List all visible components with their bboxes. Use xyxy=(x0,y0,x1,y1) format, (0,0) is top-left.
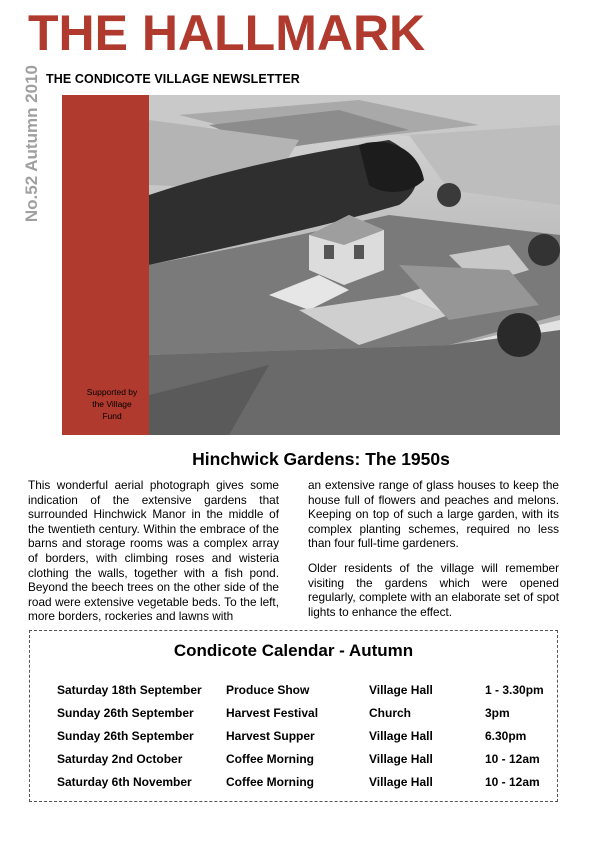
calendar-row xyxy=(30,752,557,768)
support-note xyxy=(62,386,162,422)
article-column-right xyxy=(308,478,559,629)
event-date: Sunday 26th September xyxy=(57,729,194,743)
support-line: the Village xyxy=(92,399,132,409)
event-place: Church xyxy=(369,706,411,720)
event-time: 1 - 3.30pm xyxy=(485,683,544,697)
calendar-row xyxy=(30,706,557,722)
newsletter-subtitle: THE CONDICOTE VILLAGE NEWSLETTER xyxy=(46,72,300,86)
issue-label: No.52 Autumn 2010 xyxy=(22,65,41,223)
event-date: Saturday 2nd October xyxy=(57,752,183,766)
calendar-row xyxy=(30,729,557,745)
event-time: 10 - 12am xyxy=(485,775,540,789)
events-calendar xyxy=(29,630,558,802)
event-name: Coffee Morning xyxy=(226,775,314,789)
aerial-photo-illustration xyxy=(149,95,560,435)
calendar-row xyxy=(30,775,557,791)
calendar-row xyxy=(30,683,557,699)
article-paragraph: an extensive range of glass houses to keep the house full of flowers and peaches and melons. Keeping on top of such a large garden, with its complex planting schemes, required no less than four full-time gardeners. xyxy=(308,478,559,551)
event-date: Saturday 6th November xyxy=(57,775,192,789)
event-name: Coffee Morning xyxy=(226,752,314,766)
event-name: Harvest Festival xyxy=(226,706,319,720)
event-date: Saturday 18th September xyxy=(57,683,202,697)
article-headline: Hinchwick Gardens: The 1950s xyxy=(192,449,450,469)
event-name: Produce Show xyxy=(226,683,310,697)
event-date: Sunday 26th September xyxy=(57,706,194,720)
event-place: Village Hall xyxy=(369,729,433,743)
event-time: 10 - 12am xyxy=(485,752,540,766)
event-place: Village Hall xyxy=(369,775,433,789)
event-name: Harvest Supper xyxy=(226,729,315,743)
aerial-photograph xyxy=(149,95,560,435)
calendar-title: Condicote Calendar - Autumn xyxy=(173,641,414,660)
article-column-left xyxy=(28,478,279,634)
article-paragraph: Older residents of the village will remember visiting the gardens which were opened regularly, complete with an elaborate set of spot lights to enhance the effect. xyxy=(308,560,559,619)
event-place: Village Hall xyxy=(369,752,433,766)
newsletter-title: THE HALLMARK xyxy=(28,5,426,61)
event-time: 3pm xyxy=(485,706,510,720)
event-time: 6.30pm xyxy=(485,729,527,743)
article-paragraph: This wonderful aerial photograph gives some indication of the extensive gardens that surrounded Hinchwick Manor in the middle of the twentieth century. Within the embrace of the barns and storage rooms was a complex array of borders, with climbing roses and wisteria clothing the walls, together with a fish pond. Beyond the beech trees on the other side of the road were extensive vegetable beds. To the left, more borders, rockeries and lawns with xyxy=(28,478,279,624)
accent-bar xyxy=(62,95,149,435)
support-line: Supported by xyxy=(86,387,138,397)
support-line: Fund xyxy=(102,411,122,421)
event-place: Village Hall xyxy=(369,683,433,697)
